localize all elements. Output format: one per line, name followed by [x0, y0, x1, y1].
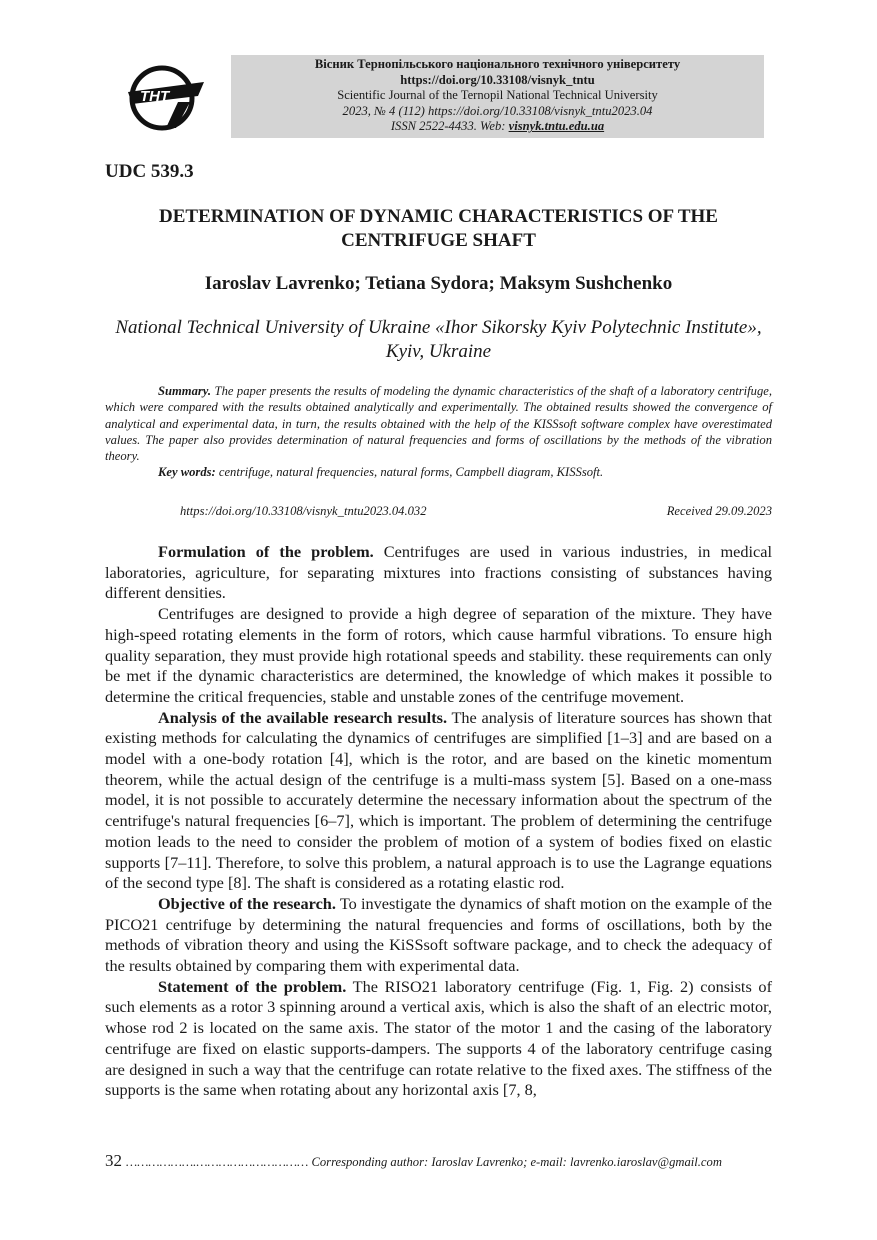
- header-title-ua: Вісник Тернопільського національного технічного університету: [314, 57, 681, 71]
- article-doi[interactable]: https://doi.org/10.33108/visnyk_tntu2023.04.032: [180, 504, 427, 518]
- section-heading: Analysis of the available research results.: [158, 707, 448, 727]
- body-paragraph: [105, 977, 772, 1101]
- summary-block: [105, 383, 772, 481]
- body-paragraph: [105, 604, 772, 708]
- header-doi: https://doi.org/10.33108/visnyk_tntu: [400, 72, 595, 87]
- summary-label: Summary.: [158, 384, 212, 398]
- udc-code: UDC 539.3: [105, 161, 194, 182]
- header-web-link[interactable]: visnyk.tntu.edu.ua: [508, 119, 605, 134]
- section-heading: Objective of the research.: [158, 893, 336, 913]
- body-paragraph: [105, 894, 772, 977]
- keywords-label: Key words:: [158, 465, 216, 480]
- paragraph-text: Centrifuges are used in various industries, in medical laboratories, agriculture, for separating mixtures into fractions consisting of substances having different densities.: [105, 542, 772, 603]
- keywords-text: centrifuge, natural frequencies, natural forms, Campbell diagram, KISSsoft.: [215, 465, 604, 480]
- journal-logo: [118, 62, 210, 134]
- journal-header: [231, 55, 764, 138]
- summary-paragraph: [105, 383, 772, 464]
- authors: Iaroslav Lavrenko; Tetiana Sydora; Maksym Sushchenko: [204, 273, 673, 294]
- received-date: Received 29.09.2023: [666, 504, 772, 518]
- body-paragraph: [105, 708, 772, 894]
- paragraph-text: The analysis of literature sources has shown that existing methods for calculating the dynamics of centrifuges are simplified [1–3] and are based on a model with a one-body rotation [4], which is the rotor, and are based on the kinetic momentum theorem, while the actual design of the centrifuge is a multi-mass system [5]. Based on a one-mass model, it is not possible to accurately determine the necessary information about the spectrum of the centrifuge's natural frequencies [6–7], which is important. The problem of determining the centrifuge motion leads to the need to consider the problem of motion of a system of bodies fixed on elastic supports [7–11]. Therefore, to solve this problem, a natural approach is to use the Lagrange equations of the second type [8]. The shaft is considered as a rotating elastic rod.: [105, 707, 772, 893]
- page-footer: [105, 1151, 772, 1171]
- section-heading: Formulation of the problem.: [158, 542, 374, 561]
- footer-dots: ……………….…………………………: [126, 1155, 312, 1169]
- header-issn: [231, 119, 764, 135]
- logo-text: ТНТ: [140, 88, 170, 105]
- corresponding-author: Corresponding author: Iaroslav Lavrenko; e-mail: lavrenko.iaroslav@gmail.com: [311, 1155, 722, 1169]
- paragraph-text: The RISO21 laboratory centrifuge (Fig. 1, Fig. 2) consists of such elements as a rotor 3 spinning around a vertical axis, which is also the shaft of an electric motor, whose rod 2 is located on the same axis. The stator of the motor 1 and the casing of the laboratory centrifuge are fixed on elastic supports-dampers. The supports 4 of the laboratory centrifuge casing are designed in such a way that the centrifuge can rotate relative to the fixed axes. The stiffness of the supports is the same when rotating about any horizontal axis [7, 8,: [105, 976, 772, 1100]
- doi-received-line: [180, 504, 772, 519]
- header-issn-text: ISSN 2522-4433. Web:: [390, 119, 509, 134]
- paragraph-text: To investigate the dynamics of shaft motion on the example of the PICO21 centrifuge by determining the natural frequencies and forms of oscillations, both by the methods of vibration theory and using the KiSSsoft software package, and to check the adequacy of the results obtained by comparing them with experimental data.: [105, 893, 772, 976]
- body-paragraph: [105, 542, 772, 604]
- body-text: [105, 542, 772, 1101]
- header-issue: 2023, № 4 (112) https://doi.org/10.33108/visnyk_tntu2023.04: [342, 103, 653, 118]
- header-title-en: Scientific Journal of the Ternopil National Technical University: [337, 88, 658, 103]
- page-number: 32: [105, 1151, 122, 1170]
- affiliation: National Technical University of Ukraine «Ihor Sikorsky Kyiv Polytechnic Institute», Kyiv, Ukraine: [115, 317, 762, 362]
- paper-title: DETERMINATION OF DYNAMIC CHARACTERISTICS OF THE CENTRIFUGE SHAFT: [159, 206, 718, 251]
- summary-text: The paper presents the results of modeling the dynamic characteristics of the shaft of a laboratory centrifuge, which were compared with the results obtained analytically and experimentally. The obtained results showed the convergence of analytical and experimental data, in turn, the results obtained with the help of the KISSsoft software complex have overestimated values. The paper also provides determination of natural frequencies and forms of oscillations by the methods of the vibration theory.: [105, 384, 772, 464]
- keywords-paragraph: [105, 464, 772, 480]
- section-heading: Statement of the problem.: [158, 976, 347, 996]
- paragraph-text: Centrifuges are designed to provide a high degree of separation of the mixture. They have high-speed rotating elements in the form of rotors, which cause harmful vibrations. To ensure high quality separation, they must provide high rotational speeds and stability. these requirements can only be met if the dynamic characteristics are determined, the knowledge of which makes it possible to determine the critical frequencies, stable and unstable zones of the centrifuge movement.: [105, 604, 772, 706]
